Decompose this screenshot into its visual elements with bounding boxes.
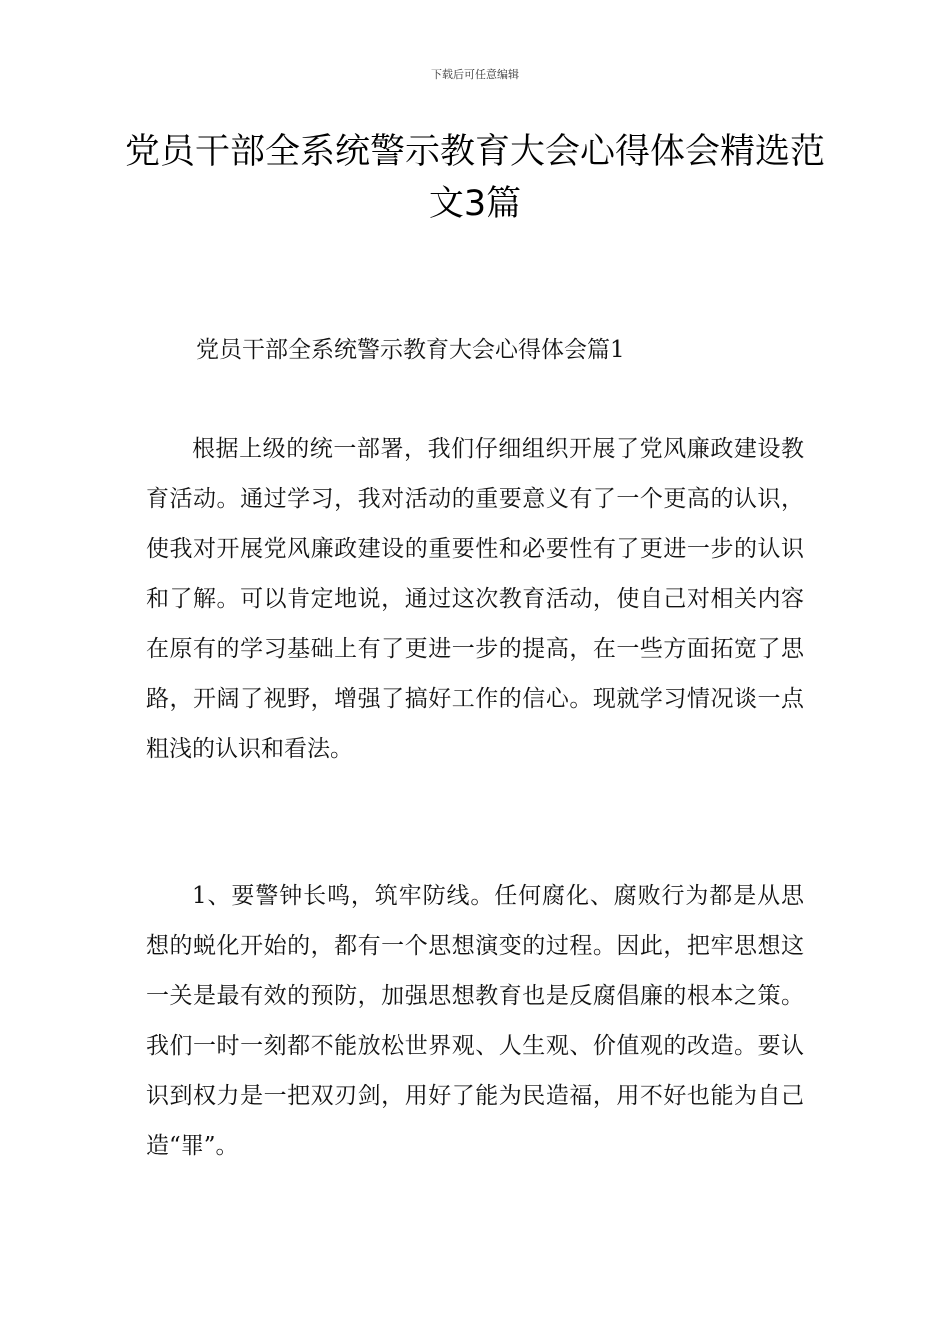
body-paragraph: 根据上级的统一部署，我们仔细组织开展了党风廉政建设教育活动。通过学习，我对活动的重要意义有了一个更高的认识，使我对开展党风廉政建设的重要性和必要性有了更进一步的认识和了解。可以肯定地说，通过这次教育活动，使自己对相关内容在原有的学习基础上有了更进一步的提高，在一些方面拓宽了思路，开阔了视野，增强了搞好工作的信心。现就学习情况谈一点粗浅的认识和看法。 (146, 436, 804, 762)
section-title: 党员干部全系统警示教育大会心得体会篇1 (196, 337, 625, 363)
document-title: 党员干部全系统警示教育大会心得体会精选范文3篇 (124, 132, 825, 224)
page-header: 下载后可任意编辑 (431, 68, 519, 81)
body-paragraph: 1、要警钟长鸣，筑牢防线。任何腐化、腐败行为都是从思想的蜕化开始的，都有一个思想演变的过程。因此，把牢思想这一关是最有效的预防，加强思想教育也是反腐倡廉的根本之策。我们一时一刻都不能放松世界观、人生观、价值观的改造。要认识到权力是一把双刃剑，用好了能为民造福，用不好也能为自己造“罪”。 (146, 883, 804, 1159)
